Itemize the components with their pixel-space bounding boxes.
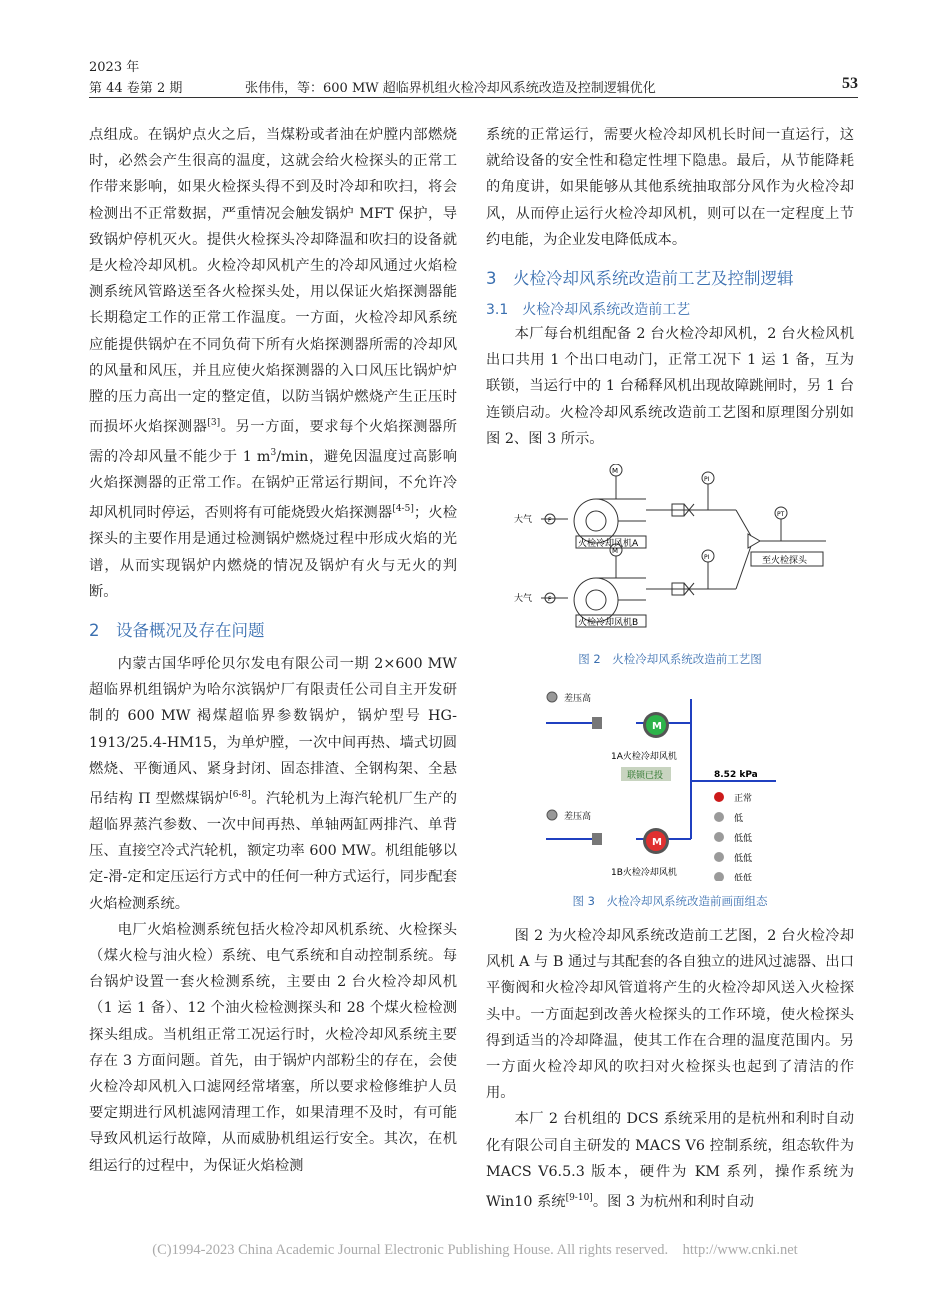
pi-label: PI <box>704 476 710 484</box>
fan-b-label: 火检冷却风机B <box>578 618 639 629</box>
citation[interactable]: [6-8] <box>229 789 251 800</box>
citation[interactable]: [9-10] <box>565 1193 593 1204</box>
page-number: 53 <box>842 75 858 92</box>
paragraph: 系统的正常运行，需要火检冷却风机长时间一直运行，这就给设备的安全性和稳定性埋下隐患。最后，从节能降耗的角度讲，如果能够从其他系统抽取部分风作为火检冷却风，从而停止运行火检冷却风机，则可以在一定程度上节约电能，为企业发电降低成本。 <box>486 127 854 248</box>
status-led <box>547 810 557 820</box>
subsection-heading-3-1: 3.1 火检冷却风系统改造前工艺 <box>486 302 691 319</box>
right-column <box>486 122 854 1215</box>
legend-led <box>714 812 724 822</box>
pi-label: PI <box>704 554 710 562</box>
figure-2-caption: 图 2 火检冷却风系统改造前工艺图 <box>578 652 762 667</box>
citation[interactable]: [4-5] <box>392 504 414 515</box>
filter-label: F <box>548 596 552 604</box>
filter-icon <box>592 717 602 729</box>
legend-led <box>714 872 724 881</box>
header-rule <box>89 97 858 98</box>
paragraph: 点组成。在锅炉点火之后，当煤粉或者油在炉膛内部燃烧时，必然会产生很高的温度，这就会给火检探头的正常工作带来影响，如果火检探头得不到及时冷却和吹扫，将会检测出不正常数据，严重情况会触发锅炉 MFT 保护，导致锅炉停机灭火。提供火检探头冷却降温和吹扫的设备就是火检冷却风机。火检冷却风机产生的冷却风通过火焰检测系统风管路送至各火检探头处，用以保证火焰探测器能长期稳定工作的正常工作温度。一方面，火检冷却风系统应能提供锅炉在不同负荷下所有火焰探测器所需的冷却风的风量和风压，并且应使火焰探测器的入口风压比锅炉炉膛的压力高出一定的整定值，以防当锅炉燃烧产生正压时而损坏火焰探测器[3]。另一方面，要求每个火焰探测器所需的冷却风量不能少于 1 $m^3/\min$，避免因温度过高影响火焰探测器的正常工作。在锅炉正常运行期间，不允许冷却风机同时停运，否则将有可能烧毁火焰探测器[4-5]；火检探头的主要作用是通过检测锅炉燃烧过程中形成火焰的光谱，从而实现锅炉内燃烧的情况及锅炉有火与无火的判断。 <box>89 127 458 600</box>
journal-volume: 第 44 卷第 2 期 <box>89 81 183 96</box>
journal-year: 2023 年 <box>89 60 140 75</box>
dcs-screen-diagram <box>486 681 854 881</box>
paragraph: 电厂火焰检测系统包括火检冷却风机系统、火检探头（煤火检与油火检）系统、电气系统和自动控制系统。每台锅炉设置一套火检测系统，主要由 2 台火检冷却风机（1 运 1 备）、12 个油火检检测探头和 28 个煤火检检测探头组成。当机组正常工况运行时，火检冷却风系统主要存在 3 方面问题。首先，由于锅炉内部粉尘的存在，会使火检冷却风机入口滤网经常堵塞，所以要求检修维护人员要定期进行风机滤网清理工作，如果清理不及时，有可能导致风机运行故障，从而威胁机组运行安全。其次，在机组运行的过程中，为保证火焰检测 <box>89 921 457 1174</box>
diff-high-label: 差压高 <box>564 812 592 823</box>
pressure-value: 8.52 kPa <box>714 770 758 781</box>
figure-3 <box>486 681 854 909</box>
destination-label: 至火检探头 <box>762 556 808 567</box>
status-led <box>547 692 557 702</box>
fan-1a-label: 1A火检冷却风机 <box>611 752 677 763</box>
running-title: 张伟伟，等：600 MW 超临界机组火检冷却风系统改造及控制逻辑优化 <box>245 81 656 96</box>
motor-label: M <box>652 721 662 733</box>
interlock-label: 联锁已投 <box>627 771 664 782</box>
figure-3-caption: 图 3 火检冷却风系统改造前画面组态 <box>572 894 768 909</box>
paragraph: 本厂 2 台机组的 DCS 系统采用的是杭州和利时自动化有限公司自主研发的 MACS V6 控制系统，组态软件为 MACS V6.5.3 版本，硬件为 KM 系列，操作系统为 Win10 系统[9-10]。图 3 为杭州和利时自动 <box>486 1111 854 1210</box>
citation[interactable]: [3] <box>207 418 221 429</box>
left-column <box>89 122 457 1179</box>
section-heading-3: 3 火检冷却风系统改造前工艺及控制逻辑 <box>486 269 794 289</box>
legend-led <box>714 832 724 842</box>
legend-led <box>714 852 724 862</box>
air-label: 大气 <box>514 515 533 526</box>
motor-label: M <box>612 547 619 556</box>
process-diagram <box>486 464 854 639</box>
figure-2 <box>486 464 854 667</box>
fan-1b-label: 1B火检冷却风机 <box>611 868 677 879</box>
pt-label: PT <box>777 511 785 519</box>
paragraph: 内蒙古国华呼伦贝尔发电有限公司一期 2×600 MW 超临界机组锅炉为哈尔滨锅炉厂有限责任公司自主开发研制的 600 MW 褐煤超临界参数锅炉，锅炉型号 HG-1913/25.4-HM15，为单炉膛，一次中间再热、墙式切圆燃烧、平衡通风、紧身封闭、固态排渣、全钢构架、全悬吊结构 Π 型燃煤锅炉[6-8]。汽轮机为上海汽轮机厂生产的超临界蒸汽参数、一次中间再热、单轴两缸两排汽、单背压、直接空冷式汽轮机，额定功率 600 MW。机组能够以定-滑-定和定压运行方式中的任何一种方式运行，同步配套火焰检测系统。 <box>89 655 457 912</box>
legend-led-normal <box>714 792 724 802</box>
paragraph: 本厂每台机组配备 2 台火检冷却风机，2 台火检风机出口共用 1 个出口电动门，正常工况下 1 运 1 备，互为联锁，当运行中的 1 台稀释风机出现故障跳闸时，另 1 台连锁启动。火检冷却风系统改造前工艺图和原理图分别如图 2、图 3 所示。 <box>486 326 854 447</box>
legend-label: 正常 <box>734 794 753 805</box>
section-heading-2: 2 设备概况及存在问题 <box>89 620 265 640</box>
legend-label: 低 <box>734 814 744 825</box>
air-label: 大气 <box>514 594 533 605</box>
paragraph: 图 2 为火检冷却风系统改造前工艺图，2 台火检冷却风机 A 与 B 通过与其配套的各自独立的进风过滤器、出口平衡阀和火检冷却风管道将产生的火检冷却风送入火检探头中。一方面起到改善火检探头的工作环境，使火检探头得到适当的冷却降温，使其工作在合理的温度范围内。另一方面火检冷却风的吹扫对火检探头也起到了清洁的作用。 <box>486 928 854 1102</box>
filter-label: F <box>548 517 552 525</box>
motor-label: M <box>612 467 619 476</box>
diff-high-label: 差压高 <box>564 694 592 705</box>
copyright-footer: (C)1994-2023 China Academic Journal Electronic Publishing House. All rights reserved. http://www.cnki.net <box>152 1242 798 1258</box>
fan-a-label: 火检冷却风机A <box>578 539 639 550</box>
legend-label: 低低 <box>734 874 753 882</box>
legend-label: 低低 <box>734 834 753 845</box>
legend-label: 低低 <box>734 854 753 865</box>
motor-label: M <box>652 837 662 849</box>
filter-icon <box>592 833 602 845</box>
